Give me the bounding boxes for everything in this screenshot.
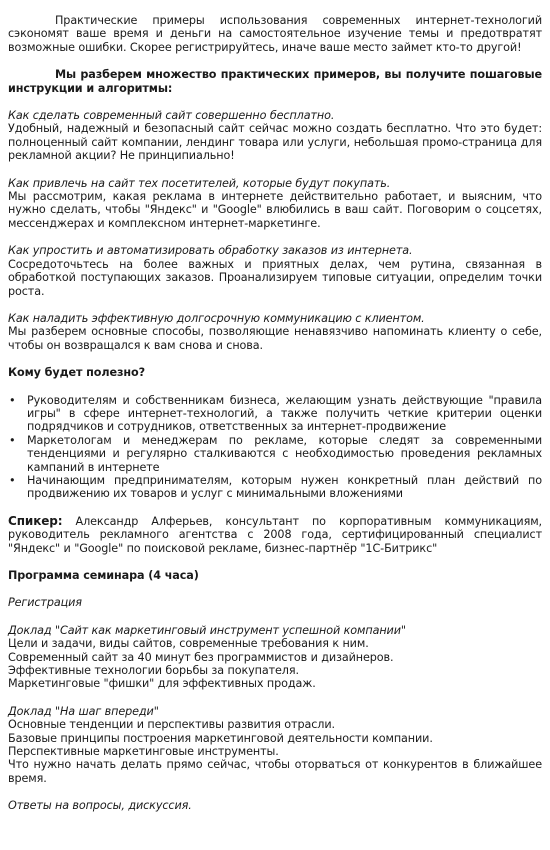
speaker-text: Александр Алферьев, консультант по корпоративным коммуникациям, руководитель рекламного агентства с 2008 года, сертифицированный специалист "Яндекс" и "Google" по поисковой рекламе, бизнес-партнёр "1С-Битрикс" (8, 514, 542, 555)
section-automate-orders (8, 244, 542, 298)
section-body: Мы рассмотрим, какая реклама в интернете действительно работает, и выясним, что нужно сделать, чтобы "Яндекс" и "Google" влюбились в ваш сайт. Поговорим о соцсетях, мессенджерах и комплексном интернет-маркетинге. (8, 190, 542, 230)
talk-title: Доклад "Сайт как маркетинговый инструмент успешной компании" (8, 623, 406, 637)
audience-list (8, 394, 542, 501)
list-item-text: Маркетологам и менеджерам по рекламе, которые следят за современными тенденциями и регулярно сталкиваются с необходимостью проведения рекламных кампаний в интернете (27, 433, 542, 474)
section-heading: Как привлечь на сайт тех посетителей, которые будут покупать. (8, 176, 391, 190)
talk-line: Перспективные маркетинговые инструменты. (8, 745, 279, 759)
section-body: Сосредоточьтесь на более важных и приятных делах, чем рутина, связанная в обработкой поступающих заказов. Проанализируем типовые ситуации, определим точки роста. (8, 257, 542, 298)
section-heading: Как упростить и автоматизировать обработку заказов из интернета. (8, 244, 413, 258)
talk-line: Основные тенденции и перспективы развития отрасли. (8, 718, 335, 732)
bullet-icon: • (9, 473, 16, 487)
talk-line: Что нужно начать делать прямо сейчас, чтобы оторваться от конкурентов в ближайшее время. (8, 758, 542, 785)
section-body: Удобный, надежный и безопасный сайт сейчас можно создать бесплатно. Что это будет: полноценный сайт компании, лендинг товара или услуги, небольшая промо-страница для рекламной акции? Не принципиально! (8, 122, 542, 163)
program-registration: Регистрация (8, 596, 82, 610)
section-attract-visitors (8, 177, 542, 231)
list-item-text: Начинающим предпринимателям, которым нужен конкретный план действий по продвижению их товаров и услуг с минимальными вложениями (27, 473, 542, 501)
talk-line: Маркетинговые "фишки" для эффективных продаж. (8, 677, 316, 691)
section-heading: Как наладить эффективную долгосрочную коммуникацию с клиентом. (8, 311, 425, 325)
audience-heading: Кому будет полезно? (8, 366, 145, 380)
talk-line: Эффективные технологии борьбы за покупателя. (8, 664, 299, 678)
program-closing: Ответы на вопросы, дискуссия. (8, 799, 192, 813)
talk-line: Современный сайт за 40 минут без программистов и дизайнеров. (8, 650, 394, 664)
bullet-icon: • (9, 393, 16, 407)
section-heading: Как сделать современный сайт совершенно бесплатно. (8, 109, 335, 123)
section-body: Мы разберем основные способы, позволяющие ненавязчиво напоминать клиенту о себе, чтобы он возвращался к вам снова и снова. (8, 325, 542, 352)
program-talk-site (8, 624, 542, 691)
program-talk-ahead (8, 705, 542, 785)
list-item-text: Руководителям и собственникам бизнеса, желающим узнать действующие "правила игры" в сфере интернет-технологий, а также получить четкие критерии оценки подрядчиков и сотрудников, ответственных за интернет-продвижение (27, 393, 542, 434)
talk-line: Цели и задачи, виды сайтов, современные требования к ним. (8, 637, 369, 651)
list-item (8, 474, 542, 501)
intro-paragraph: Практические примеры использования современных интернет-технологий сэкономят ваше время и деньги на самостоятельное изучение темы и предотвратят возможные ошибки. Скорее регистрируйтесь, иначе ваше место займет кто-то другой! (8, 14, 542, 54)
list-item (8, 394, 542, 434)
bullet-icon: • (9, 433, 16, 447)
speaker-label: Спикер: (8, 513, 63, 528)
section-free-site (8, 109, 542, 163)
lead-paragraph: Мы разберем множество практических примеров, вы получите пошаговые инструкции и алгоритмы: (8, 68, 542, 95)
talk-title: Доклад "На шаг впереди" (8, 704, 159, 718)
list-item (8, 434, 542, 474)
program-heading: Программа семинара (4 часа) (8, 569, 199, 582)
talk-line: Базовые принципы построения маркетинговой деятельности компании. (8, 731, 433, 745)
section-client-communication (8, 312, 542, 352)
speaker-paragraph (8, 515, 542, 555)
